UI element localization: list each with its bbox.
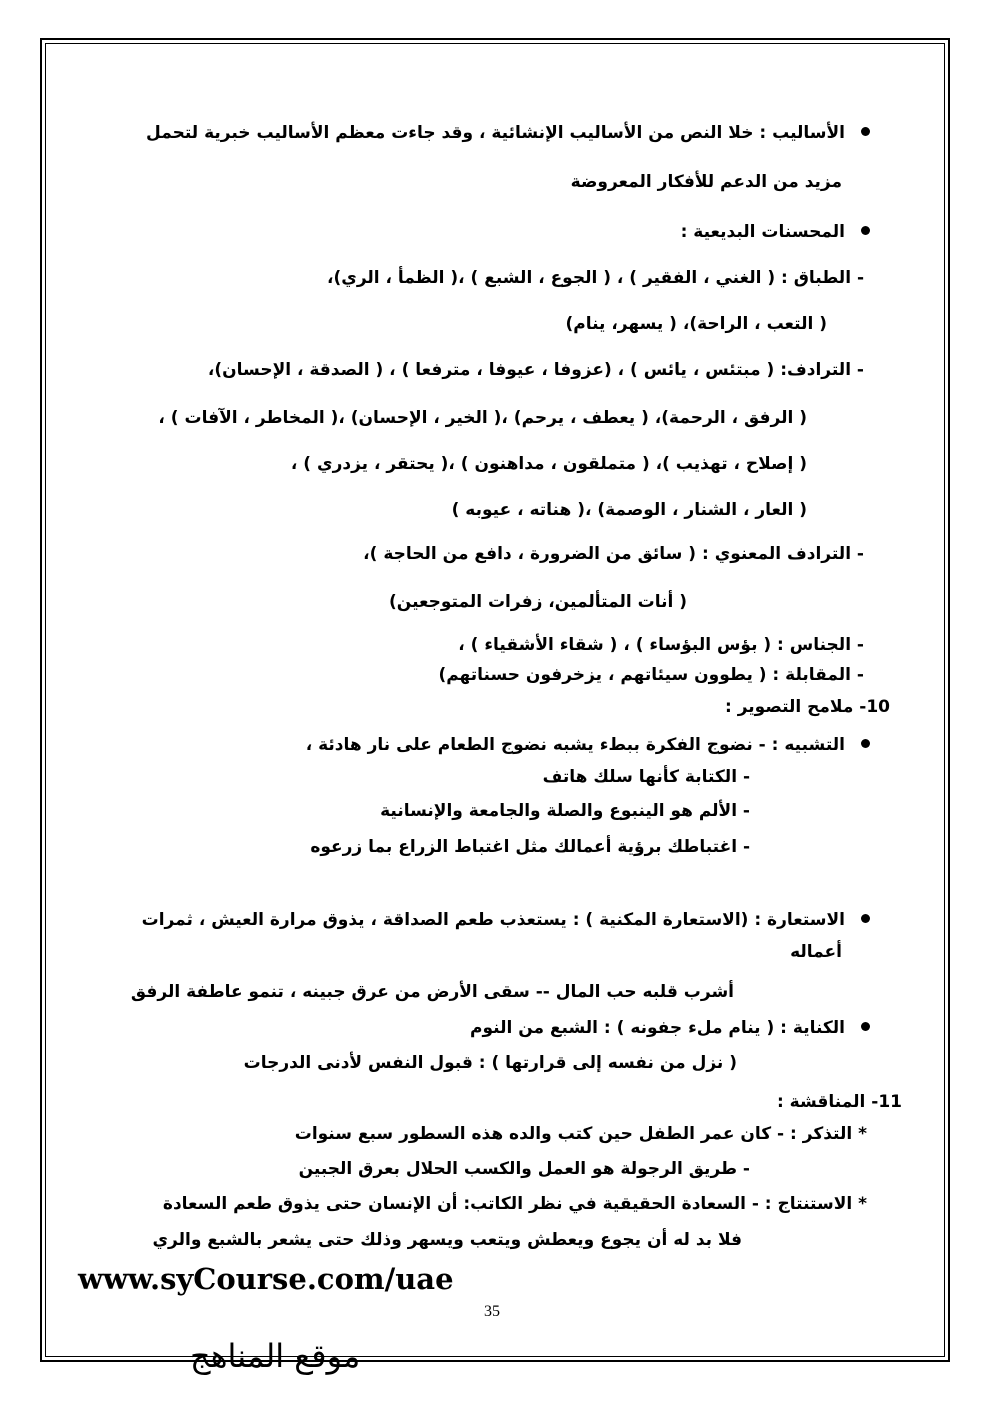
section-11-heading: 11- المناقشة :	[776, 1092, 902, 1112]
bullet-icon	[861, 739, 870, 748]
line-simile-4: - اغتباطك برؤية أعمالك مثل اغتباط الزراع بما زرعوه	[310, 837, 750, 857]
line-styles-cont: مزيد من الدعم للأفكار المعروضة	[570, 172, 842, 192]
site-watermark: موقع المناهج	[190, 1337, 361, 1375]
line-synonym-cont-2: ( إصلاح ، تهذيب )، ( متملقون ، مداهنون ) ،( يحتقر ، يزدري ) ،	[290, 454, 807, 474]
line-synonym-cont-3: ( العار ، الشنار ، الوصمة) ،( هناته ، عيوبه )	[451, 500, 807, 520]
line-simile-2: - الكتابة كأنها سلك هاتف	[542, 767, 750, 787]
line-simile-3: - الألم هو الينبوع والصلة والجامعة والإنسانية	[380, 801, 750, 821]
line-styles: الأساليب : خلا النص من الأساليب الإنشائية ، وقد جاءت معظم الأساليب خبرية لتحمل	[146, 121, 870, 145]
line-simile: التشبيه : - نضوج الفكرة ببطء يشبه نضوج الطعام على نار هادئة ،	[306, 733, 870, 757]
line-paronomasia: - الجناس : ( بؤس البؤساء ) ، ( شقاء الأشقياء ) ،	[458, 635, 864, 655]
line-metaphor-examples: أشرب قلبه حب المال -- سقى الأرض من عرق جبينه ، تنمو عاطفة الرفق	[130, 982, 734, 1002]
line-synonym: - الترادف: ( مبتئس ، يائس ) ، (عزوفا ، عيوفا ، مترفعا ) ، ( الصدقة ، الإحسان)،	[207, 360, 864, 380]
line-conclusion-cont: فلا بد له أن يجوع ويعطش ويتعب ويسهر وذلك حتى يشعر بالشبع والري	[152, 1230, 742, 1250]
line-semantic-synonym-cont: ( أنات المتألمين، زفرات المتوجعين)	[389, 592, 687, 612]
bullet-icon	[861, 1022, 870, 1031]
bullet-icon	[861, 914, 870, 923]
page-number: 35	[484, 1303, 500, 1320]
line-semantic-synonym: - الترادف المعنوي : ( سائق من الضرورة ، دافع من الحاجة )،	[363, 544, 864, 564]
line-metaphor: الاستعارة : (الاستعارة المكنية ) : يستعذب طعم الصداقة ، يذوق مرارة العيش ، ثمرات	[142, 908, 870, 932]
bullet-icon	[861, 226, 870, 235]
line-metonymy: الكناية : ( ينام ملء جفونه ) : الشبع من النوم	[470, 1016, 870, 1040]
bullet-icon	[861, 127, 870, 136]
line-recall-2: - طريق الرجولة هو العمل والكسب الحلال بعرق الجبين	[298, 1159, 750, 1179]
website-url: www.syCourse.com/uae	[78, 1262, 454, 1296]
line-antithesis-cont: ( التعب ، الراحة)، ( يسهر، ينام)	[565, 314, 827, 334]
line-antithesis: - الطباق : ( الغني ، الفقير ) ، ( الجوع ، الشبع ) ،( الظمأ ، الري)،	[327, 268, 864, 288]
line-metaphor-cont: أعماله	[790, 942, 842, 962]
line-metonymy-cont: ( نزل من نفسه إلى قرارتها ) : قبول النفس لأدنى الدرجات	[243, 1053, 737, 1073]
line-rhetoric-heading: المحسنات البديعية :	[681, 220, 870, 244]
line-recall: * التذكر : - كان عمر الطفل حين كتب والده هذه السطور سبع سنوات	[294, 1124, 867, 1144]
line-synonym-cont-1: ( الرفق ، الرحمة)، ( يعطف ، يرحم) ،( الخير ، الإحسان) ،( المخاطر ، الآفات ) ،	[158, 408, 807, 428]
line-contrast: - المقابلة : ( يطوون سيئاتهم ، يزخرفون حسناتهم)	[438, 665, 864, 685]
line-conclusion: * الاستنتاج : - السعادة الحقيقية في نظر الكاتب: أن الإنسان حتى يذوق طعم السعادة	[162, 1194, 867, 1214]
section-10-heading: 10- ملامح التصوير :	[724, 697, 890, 717]
